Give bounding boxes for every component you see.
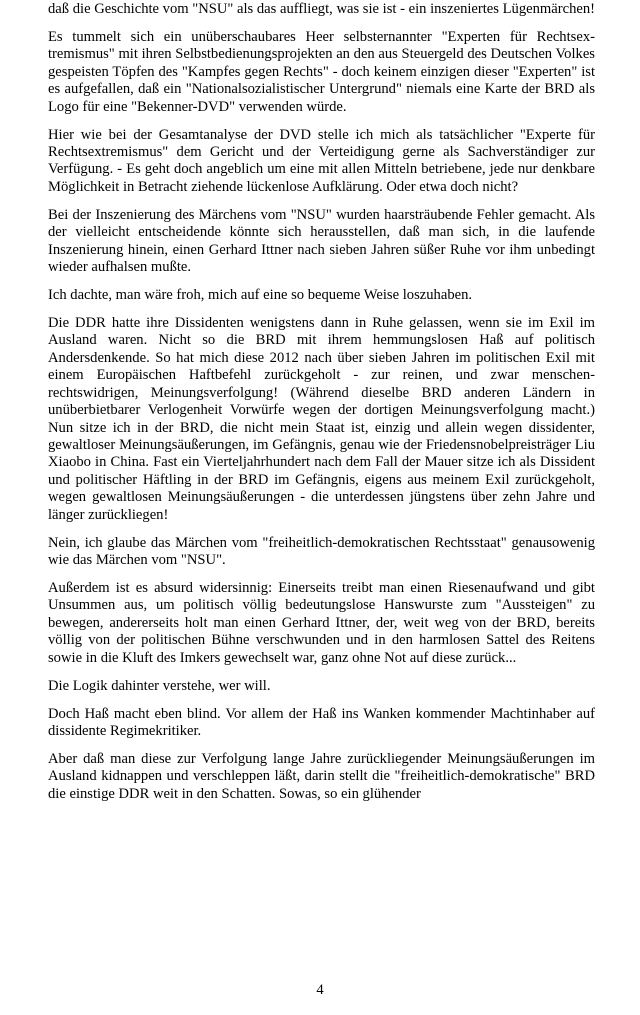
paragraph-10: Doch Haß macht eben blind. Vor allem der Haß ins Wanken kommender Machtinhaber auf dissidente Regimekritiker. bbox=[48, 705, 595, 739]
paragraph-9: Die Logik dahinter verstehe, wer will. bbox=[48, 677, 271, 694]
paragraph-5: Ich dachte, man wäre froh, mich auf eine so bequeme Weise loszuhaben. bbox=[48, 287, 473, 304]
paragraph-11: Aber daß man diese zur Verfolgung lange Jahre zurückliegender Meinungsäußerungen im Ausland kidnappen und verschleppen läßt, darin stellt die "freiheitlich-demokratische" BRD die einstige DDR weit in den Schatten. Sowas, so ein glühender bbox=[48, 750, 595, 802]
paragraph-2: Es tummelt sich ein unüberschaubares Heer selbsternannter "Experten für Rechtsextremismus" mit ihren Selbstbedienungsprojekten an den aus Steuergeld des Deutschen Volkes gespeisten Töpfen des "Kampfes gegen Rechts" - doch keinem einzigen dieser "Experten" ist es aufgefallen, daß ein "Nationalsozialistischer Untergrund" niemals eine Karte der BRD als Logo für eine "Bekenner-DVD" verwenden würde. bbox=[48, 29, 595, 115]
paragraph-6: Die DDR hatte ihre Dissidenten wenigstens dann in Ruhe gelassen, wenn sie im Exil im Ausland waren. Nicht so die BRD mit ihrem hemmungslosen Haß auf politisch Andersdenkende. So hat mich diese 2012 nach über sieben Jahren im politischen Exil mit einem Europäischen Haftbefehl zurückgeholt - zur reinen, und zwar menschenrechtswidrigen, Meinungsverfolgung! (Während dieselbe BRD anderen Ländern in unüberbietbarer Verlogenheit Vorwürfe wegen der dortigen Meinungsverfolgung macht.) Nun sitze ich in der BRD, die nicht mein Staat ist, einzig und allein wegen dissidenter, gewaltloser Meinungsäußerungen, im Gefängnis, genau wie der Friedensnobelpreisträger Liu Xiaobo in China. Fast ein Vierteljahrhundert nach dem Fall der Mauer sitze ich als Dissident und politischer Häftling in der BRD im Gefängnis, eigens aus meinem Exil zurückgeholt, wegen gewaltlosen Meinungsäußerungen - die unterdessen jüngstens über zehn Jahre und länger zurückliegen! bbox=[48, 315, 595, 523]
paragraph-3: Hier wie bei der Gesamtanalyse der DVD stelle ich mich als tatsächlicher "Experte für Rechtsextremismus" dem Gericht und der Verteidigung gerne als Sachverständiger zur Verfügung. - Es geht doch angeblich um eine mit allen Mitteln betriebene, jede nur denkbare Möglichkeit in Betracht ziehende lückenlose Aufklärung. Oder etwa doch nicht? bbox=[48, 126, 595, 195]
paragraph-7: Nein, ich glaube das Märchen vom "freiheitlich-demokratischen Rechtsstaat" genausowenig wie das Märchen vom "NSU". bbox=[48, 534, 595, 568]
body-text bbox=[48, 1, 595, 814]
paragraph-1: daß die Geschichte vom "NSU" als das auffliegt, was sie ist - ein inszeniertes Lügenmärchen! bbox=[48, 1, 595, 17]
paragraph-4: Bei der Inszenierung des Märchens vom "NSU" wurden haarsträubende Fehler gemacht. Als der vielleicht entscheidende könnte sich herausstellen, daß man sich, in die laufende Inszenierung hinein, einen Gerhard Ittner nach sieben Jahren süßer Ruhe vor ihm unbedingt wieder aufhalsen mußte. bbox=[48, 206, 595, 276]
paragraph-8: Außerdem ist es absurd widersinnig: Einerseits treibt man einen Riesenaufwand und gibt Unsummen aus, um politisch völlig bedeutungslose Hanswurste zum "Aussteigen" zu bewegen, andererseits holt man einen Gerhard Ittner, der, weit weg von der BRD, bereits völlig von der politischen Bühne verschwunden und in den harmlosen Sattel des Reitens sowie in die Kluft des Imkers gewechselt war, ganz ohne Not auf diese zurück... bbox=[48, 579, 595, 666]
page-number: 4 bbox=[316, 982, 324, 998]
